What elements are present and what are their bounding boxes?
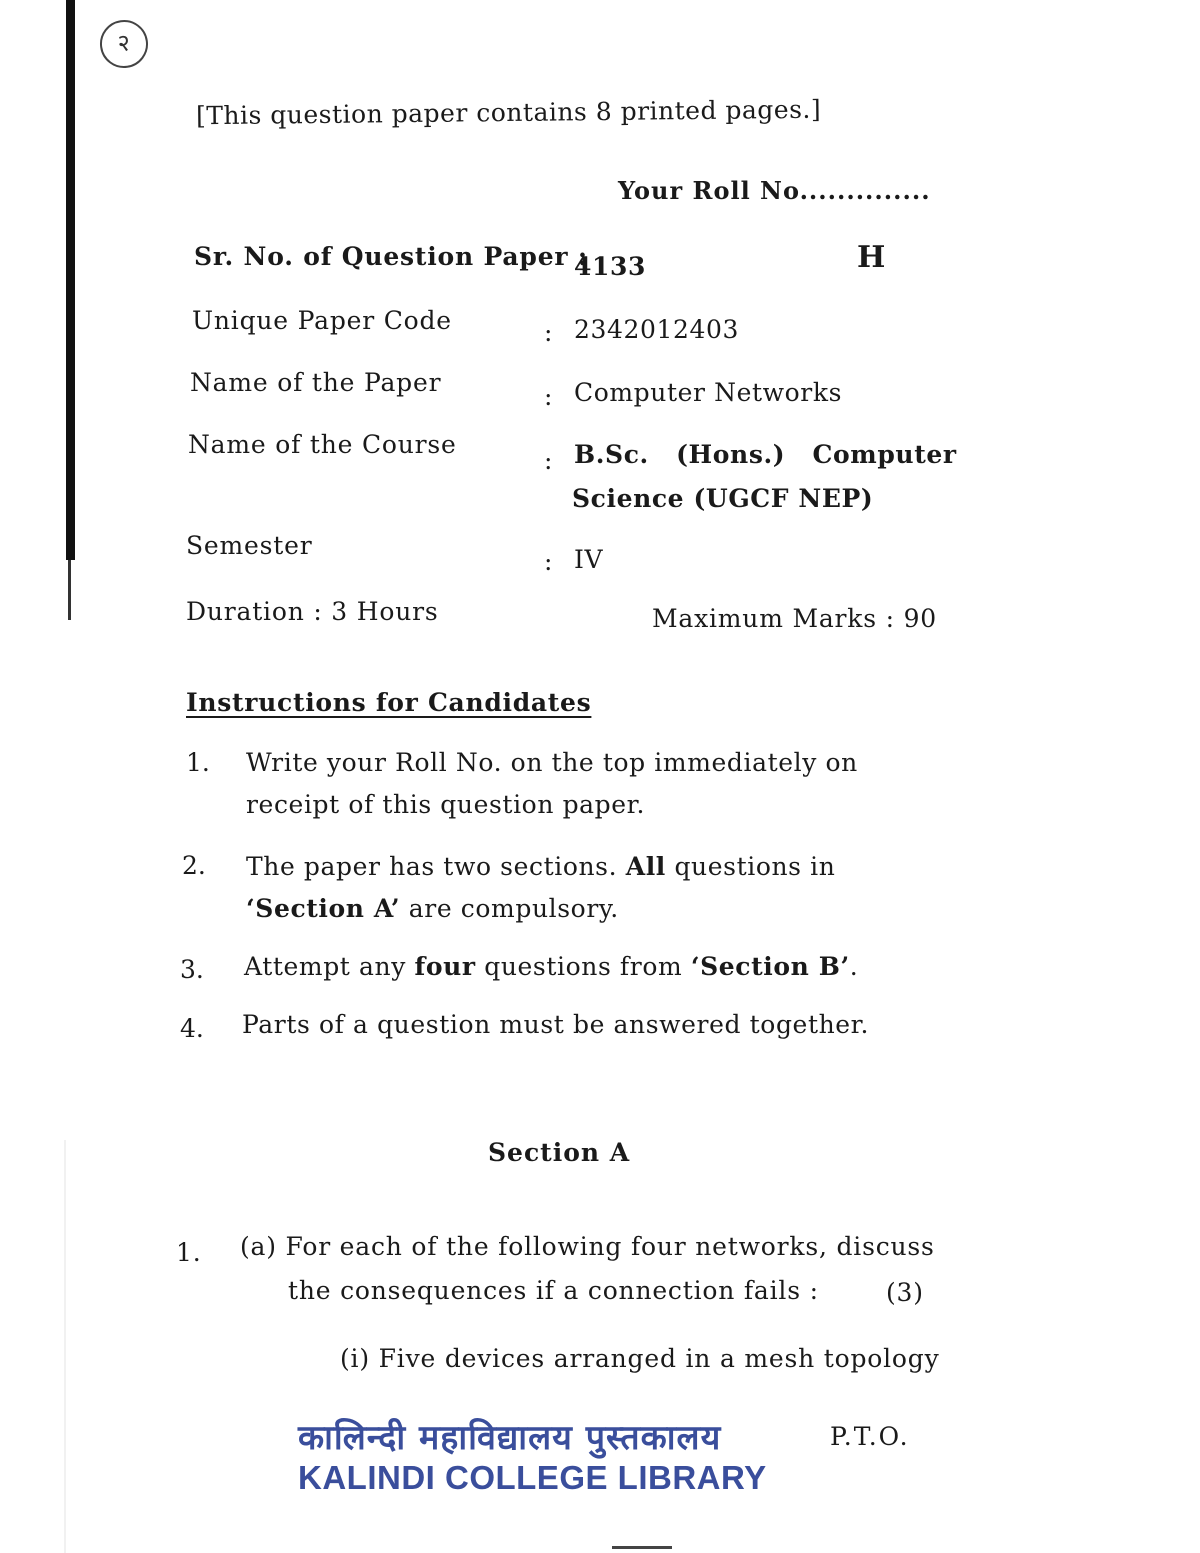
instruction-text: Attempt any four questions from ‘Section B’. <box>244 952 859 981</box>
question-part-a-line1: (a) For each of the following four networks, discuss <box>240 1232 935 1261</box>
paper-code-letter: H <box>857 240 886 275</box>
printed-pages-note: [This question paper contains 8 printed pages.] <box>195 94 822 131</box>
instruction-number: 4. <box>180 1014 204 1043</box>
colon-separator: : <box>544 446 553 475</box>
question-marks: (3) <box>886 1278 924 1307</box>
scan-border <box>66 0 75 560</box>
handwritten-page-mark: २ <box>97 17 151 71</box>
unique-code-label: Unique Paper Code <box>192 306 452 335</box>
duration: Duration : 3 Hours <box>186 597 439 626</box>
sr-no-label: Sr. No. of Question Paper : <box>194 242 588 271</box>
question-subpart-i: (i) Five devices arranged in a mesh topology <box>340 1344 940 1373</box>
instruction-text: The paper has two sections. All questions in ‘Section A’ are compulsory. <box>246 852 836 923</box>
instruction-text: Parts of a question must be answered together. <box>242 1010 870 1039</box>
instruction-number: 3. <box>180 955 204 984</box>
paper-name-label: Name of the Paper <box>190 368 442 397</box>
please-turn-over: P.T.O. <box>830 1422 910 1451</box>
question-number: 1. <box>176 1238 202 1267</box>
scan-border-faint <box>64 1140 66 1553</box>
roll-number-field: Your Roll No.............. <box>618 176 931 205</box>
colon-separator: : <box>544 547 553 576</box>
instruction-text: Write your Roll No. on the top immediately on receipt of this question paper. <box>246 748 858 819</box>
section-title: Section A <box>488 1138 631 1167</box>
paper-name-value: Computer Networks <box>574 378 843 407</box>
course-value-line1: B.Sc. (Hons.) Computer <box>574 440 957 469</box>
colon-separator: : <box>544 382 553 411</box>
sr-no-value: 4133 <box>574 252 646 281</box>
instruction-number: 2. <box>182 851 206 880</box>
instruction-number: 1. <box>186 748 210 777</box>
footer-rule <box>612 1546 672 1549</box>
colon-separator: : <box>544 318 553 347</box>
maximum-marks: Maximum Marks : 90 <box>652 604 938 633</box>
course-label: Name of the Course <box>188 430 457 459</box>
question-part-a-line2: the consequences if a connection fails : <box>288 1276 819 1305</box>
semester-label: Semester <box>186 531 313 560</box>
semester-value: IV <box>574 545 604 574</box>
library-stamp-english: KALINDI COLLEGE LIBRARY <box>298 1459 767 1496</box>
library-stamp-hindi: कालिन्दी महाविद्यालय पुस्तकालय <box>298 1418 722 1458</box>
instructions-heading: Instructions for Candidates <box>186 688 592 717</box>
scan-border-fragment <box>68 560 71 620</box>
course-value-line2: Science (UGCF NEP) <box>572 484 874 513</box>
unique-code-value: 2342012403 <box>574 315 740 344</box>
